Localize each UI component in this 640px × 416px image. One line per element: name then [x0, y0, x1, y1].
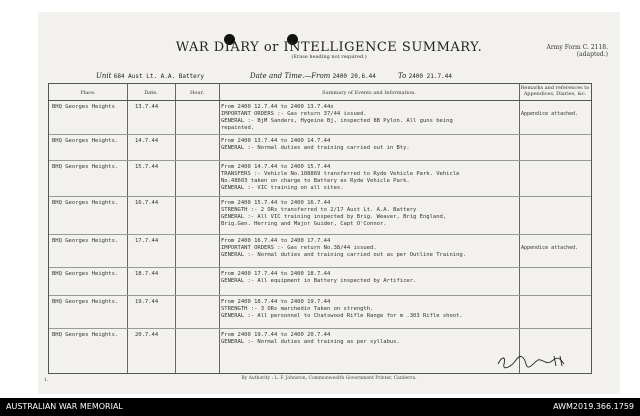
col-header-remarks: Remarks and references to Appendices, Diaries, &c.: [520, 85, 590, 97]
column-rule: [175, 84, 176, 373]
summary-line: GENERAL :- Normal duties and training as per syllabus.: [221, 339, 400, 345]
summary-line: From 2400 12.7.44 to 2400 13.7.44x: [221, 104, 334, 110]
entry-place: BHQ Georges Heights.: [52, 164, 119, 170]
entry-summary: [221, 164, 529, 192]
summary-line: GENERAL :- All personnel to Chatswood Rifle Range for m .303 Rifle shoot.: [221, 313, 463, 319]
summary-line: GENERAL :- Normal duties and training carried out as per Outline Training.: [221, 252, 467, 258]
summary-line: From 2400 18.7.44 to 2400 19.7.44: [221, 299, 331, 305]
row-rule: [49, 196, 591, 197]
diary-table: [48, 83, 592, 374]
army-form-label: Army Form C. 2118. (adapted.): [546, 44, 608, 58]
column-rule: [127, 84, 128, 373]
row-rule: [49, 328, 591, 329]
date-time-line: Date and Time.—From 2400 20.6.44: [250, 72, 376, 80]
document-subtitle: (Erase heading not required.): [291, 54, 367, 60]
unit-line: Unit 684 Aust Lt. A.A. Battery: [96, 72, 205, 80]
entry-summary: [221, 200, 529, 228]
entry-place: BHQ Georges Heights.: [52, 332, 119, 338]
column-rule: [219, 84, 220, 373]
summary-line: GENERAL :- All equipment in Battery inspected by Artificer.: [221, 278, 417, 284]
caption-right: AWM2019.366.1759: [553, 402, 634, 411]
summary-line: GENERAL :- VIC training on all sites.: [221, 185, 344, 191]
entry-date: 18.7.44: [135, 271, 159, 277]
printer-line: By Authority : L. F. Johnston, Commonwealth Government Printer, Canberra.: [241, 376, 417, 381]
row-rule: [49, 160, 591, 161]
summary-line: repainted.: [221, 125, 255, 131]
summary-line: TRANSFERS :- Vehicle No.108869 transferred to Ryde Vehicle Park. Vehicle: [221, 171, 460, 177]
entry-date: 14.7.44: [135, 138, 159, 144]
summary-line: IMPORTANT ORDERS :- Gas return 37/44 issued.: [221, 111, 367, 117]
summary-line: From 2400 16.7.44 to 2400 17.7.44: [221, 238, 331, 244]
summary-line: STRENGTH :- 3 ORs marchedin Taken on strength.: [221, 306, 374, 312]
entry-summary: [221, 271, 529, 285]
summary-line: From 2400 17.7.44 to 2400 18.7.44: [221, 271, 331, 277]
entry-date: 17.7.44: [135, 238, 159, 244]
summary-line: IMPORTANT ORDERS :- Gas return No.38/44 issued.: [221, 245, 377, 251]
col-header-date: Date.: [144, 90, 158, 96]
entry-summary: [221, 238, 529, 259]
summary-line: STRENGTH :- 2 ORs transferred to 2/17 Aust Lt. A.A. Battery: [221, 207, 417, 213]
entry-place: BHQ Georges Heights.: [52, 200, 119, 206]
col-header-summary: Summary of Events and Information.: [322, 90, 416, 96]
to-line: To 2400 21.7.44: [398, 72, 452, 80]
summary-line: GENERAL :- BjM Sanders, Hygeine Bj, inspected 8B Pylon. All guns being: [221, 118, 453, 124]
row-rule: [49, 234, 591, 235]
caption-bar: [0, 398, 640, 416]
document-title: WAR DIARY or INTELLIGENCE SUMMARY.: [175, 40, 483, 55]
entry-place: BHQ Georges Heights.: [52, 138, 119, 144]
row-rule: [49, 134, 591, 135]
entry-place: BHQ Georges Heights.: [52, 271, 119, 277]
page-mark: 1.: [44, 378, 49, 383]
unit-value: 684 Aust Lt. A.A. Battery: [113, 73, 205, 80]
from-value: 2400 20.6.44: [332, 73, 376, 80]
entry-date: 16.7.44: [135, 200, 159, 206]
entry-place: BHQ Georges Heights.: [52, 299, 119, 305]
to-value: 2400 21.7.44: [408, 73, 452, 80]
entry-date: 20.7.44: [135, 332, 159, 338]
entry-date: 19.7.44: [135, 299, 159, 305]
col-header-place: Place.: [80, 90, 96, 96]
summary-line: From 2400 13.7.44 to 2400 14.7.44: [221, 138, 331, 144]
header-rule: [49, 100, 591, 101]
summary-line: From 2400 15.7.44 to 2400 16.7.44: [221, 200, 331, 206]
entry-remarks: Appendice attached.: [521, 111, 579, 117]
summary-line: GENERAL :- Normal duties and training carried out in Bty.: [221, 145, 410, 151]
entry-place: BHQ Georges Heights.: [52, 238, 119, 244]
caption-left: AUSTRALIAN WAR MEMORIAL: [6, 402, 123, 411]
entry-summary: [221, 299, 529, 320]
row-rule: [49, 295, 591, 296]
summary-line: No.48603 taken on charge to Battery ex Ryde Vehicle Park.: [221, 178, 410, 184]
summary-line: From 2400 14.7.44 to 2400 15.7.44: [221, 164, 331, 170]
entry-remarks: Appendice attached.: [521, 245, 579, 251]
summary-line: Brig.Gen. Herring and Major Guider, Capt O'Connor.: [221, 221, 387, 227]
entry-summary: [221, 332, 529, 346]
entry-date: 13.7.44: [135, 104, 159, 110]
summary-line: GENERAL :- All VIC training inspected by Brig. Weaver, Brig England,: [221, 214, 447, 220]
entry-place: BHQ Georges Heights: [52, 104, 115, 110]
entry-summary: [221, 104, 529, 132]
summary-line: From 2400 19.7.44 to 2400 20.7.44: [221, 332, 331, 338]
handwritten-signature: [494, 352, 572, 370]
entry-summary: [221, 138, 529, 152]
entry-date: 15.7.44: [135, 164, 159, 170]
col-header-hour: Hour.: [189, 90, 205, 96]
row-rule: [49, 267, 591, 268]
war-diary-page: [38, 12, 620, 394]
